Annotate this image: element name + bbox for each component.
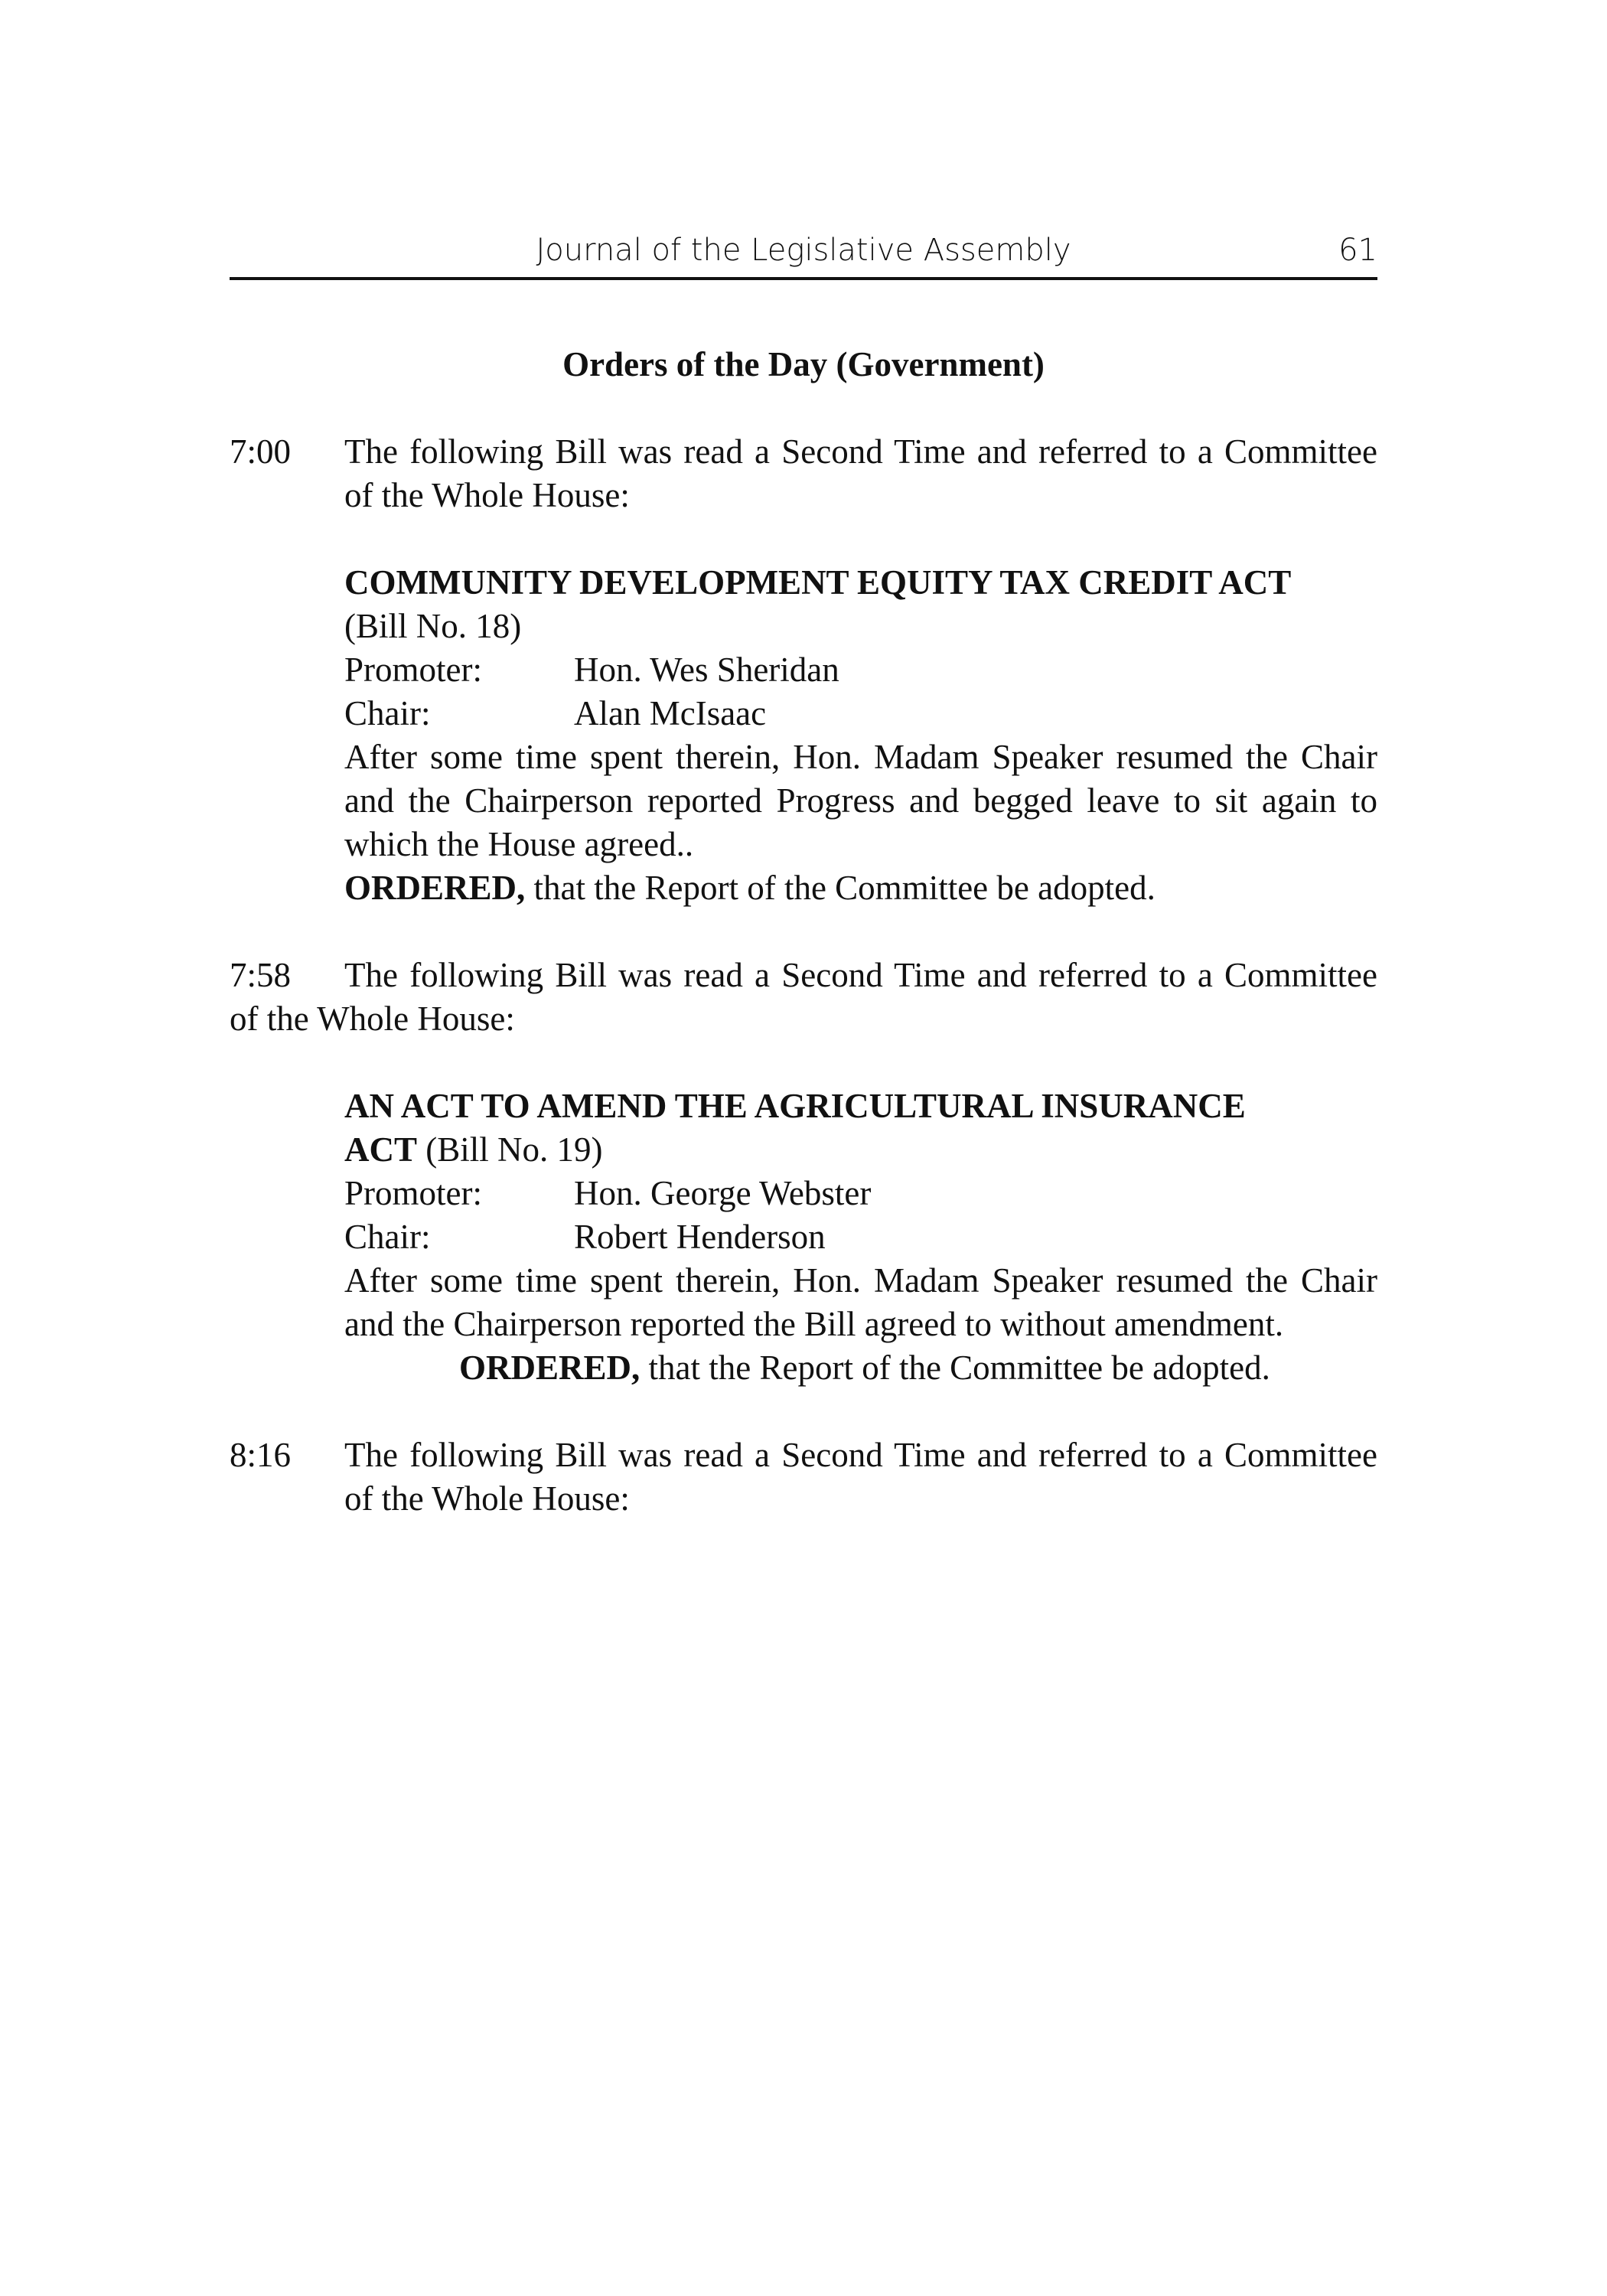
promoter-name: Hon. Wes Sheridan: [574, 651, 839, 689]
entry-intro: The following Bill was read a Second Time and referred to a Committee of the Whole House:: [230, 956, 1377, 1038]
promoter-label: Promoter:: [344, 1174, 482, 1212]
entry-body: [344, 1433, 1377, 1521]
journal-title: Journal of the Legislative Assembly: [536, 233, 1071, 268]
entry-intro: The following Bill was read a Second Time and referred to a Committee of the Whole House:: [344, 432, 1377, 514]
journal-page: [230, 230, 1377, 1521]
chair-row: [344, 1215, 1377, 1259]
entry-time: 8:16: [230, 1436, 292, 1474]
committee-outcome: After some time spent therein, Hon. Madam Speaker resumed the Chair and the Chairperson reported the Bill agreed to without amendment.: [344, 1261, 1377, 1343]
ordered-statement: [459, 1346, 1377, 1390]
ordered-text: that the Report of the Committee be adopted.: [525, 869, 1156, 907]
bill-title-line1: AN ACT TO AMEND THE AGRICULTURAL INSURANCE: [344, 1087, 1246, 1125]
ordered-label: ORDERED,: [344, 869, 526, 907]
entry-8-16: [230, 1433, 1377, 1521]
bill-block: [344, 1084, 1377, 1259]
entry-body: [344, 430, 1377, 910]
entry-time: 7:00: [230, 432, 292, 471]
entry-7-58: [230, 954, 1377, 1390]
ordered-text: that the Report of the Committee be adopted.: [640, 1349, 1270, 1387]
outcome-block: [344, 1259, 1377, 1390]
bill-number: (Bill No. 18): [344, 607, 522, 645]
bill-block: [344, 561, 1377, 735]
promoter-row: [344, 648, 1377, 692]
promoter-name: Hon. George Webster: [574, 1174, 872, 1212]
running-header: [230, 230, 1377, 280]
ordered-label: ORDERED,: [459, 1349, 641, 1387]
section-title: Orders of the Day (Government): [562, 345, 1045, 383]
page-number: 61: [1338, 233, 1377, 268]
chair-row: [344, 692, 1377, 735]
entry-time: 7:58: [230, 956, 292, 994]
bill-number: (Bill No. 19): [417, 1130, 603, 1169]
entry-intro: The following Bill was read a Second Time and referred to a Committee of the Whole House:: [344, 1436, 1377, 1518]
bill-title-line2: [344, 1128, 1377, 1172]
promoter-label: Promoter:: [344, 651, 482, 689]
chair-name: Robert Henderson: [574, 1218, 826, 1256]
committee-outcome: After some time spent therein, Hon. Madam Speaker resumed the Chair and the Chairperson reported Progress and begged leave to sit again to which the House agreed..: [344, 738, 1377, 863]
bill-title: COMMUNITY DEVELOPMENT EQUITY TAX CREDIT ACT: [344, 563, 1292, 602]
bill-title-act: ACT: [344, 1130, 418, 1169]
chair-label: Chair:: [344, 1218, 431, 1256]
chair-name: Alan McIsaac: [574, 694, 767, 732]
chair-label: Chair:: [344, 694, 431, 732]
entry-7-00: [230, 430, 1377, 910]
ordered-statement: [344, 866, 1377, 910]
promoter-row: [344, 1172, 1377, 1215]
